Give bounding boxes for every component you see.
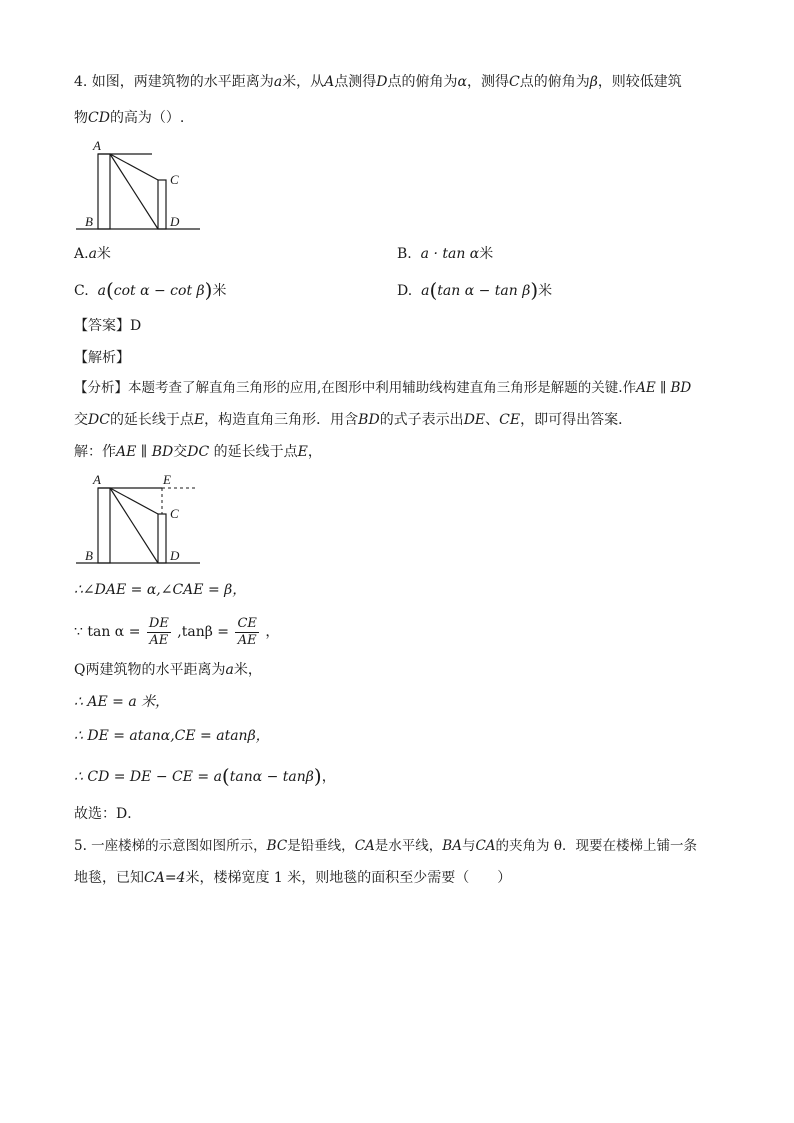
option-b[interactable]: B. a · tan α米 <box>397 246 494 262</box>
analysis-title: 【解析】 <box>74 350 130 366</box>
step-de-ce: ∴ DE = atanα,CE = atanβ， <box>74 728 270 744</box>
fig2-label-c: C <box>170 506 179 521</box>
fig2-label-b: B <box>85 548 93 563</box>
step-ae: ∴ AE = a 米， <box>74 694 170 710</box>
fig1-label-c: C <box>170 172 179 187</box>
q5-stem-line1: 5. 一座楼梯的示意图如图所示，BC是铅垂线，CA是水平线，BA与CA的夹角为 θ．现要在楼梯上铺一条 <box>74 838 697 854</box>
q5-stem-line2: 地毯，已知CA=4米，楼梯宽度 1 米，则地毯的面积至少需要（ ） <box>74 870 512 886</box>
q4-figure-1 <box>76 138 206 234</box>
step-distance: Q两建筑物的水平距离为a米， <box>74 662 262 678</box>
answer-line: 【答案】D <box>74 318 142 334</box>
conclusion: 故选：D． <box>74 806 142 822</box>
q4-stem-line1: 4. 如图，两建筑物的水平距离为a米，从A点测得D点的俯角为α，测得C点的俯角为β，则较低建筑 <box>74 74 682 90</box>
fig1-label-a: A <box>93 138 101 153</box>
fig2-label-a: A <box>93 472 101 487</box>
option-d[interactable]: D. a(tan α − tan β)米 <box>397 278 553 302</box>
q4-figure-2 <box>76 472 206 568</box>
fig1-label-d: D <box>170 214 180 229</box>
fig2-label-d: D <box>170 548 180 563</box>
option-a[interactable]: A.a米 <box>74 246 111 262</box>
fig1-label-b: B <box>85 214 93 229</box>
step-cd: ∴ CD = DE − CE = a(tanα − tanβ)， <box>74 764 336 788</box>
q4-stem-line2: 物CD的高为（）. <box>74 110 185 126</box>
solution-line1: 解：作AE ∥ BD交DC 的延长线于点E， <box>74 444 322 460</box>
fig2-label-e: E <box>163 472 171 487</box>
fraction-ce-ae: $\frac{CE}{AE}$ <box>237 615 257 648</box>
analysis-line2: 交DC的延长线于点E，构造直角三角形．用含BD的式子表示出DE、CE，即可得出答案． <box>74 412 633 428</box>
step-angles: ∴∠DAE = α,∠CAE = β， <box>74 582 247 598</box>
fraction-de-ae: $\frac{DE}{AE}$ <box>148 615 169 648</box>
option-c[interactable]: C. a(cot α − cot β)米 <box>74 278 227 302</box>
step-tan-ratios: ∵ tan α = $\frac{DE}{AE}$ ,tanβ = $\frac{CE}{AE}$ ， <box>74 615 280 648</box>
analysis-line1: 【分析】本题考查了解直角三角形的应用,在图形中利用辅助线构建直角三角形是解题的关键.作AE ∥ BD <box>74 380 692 396</box>
